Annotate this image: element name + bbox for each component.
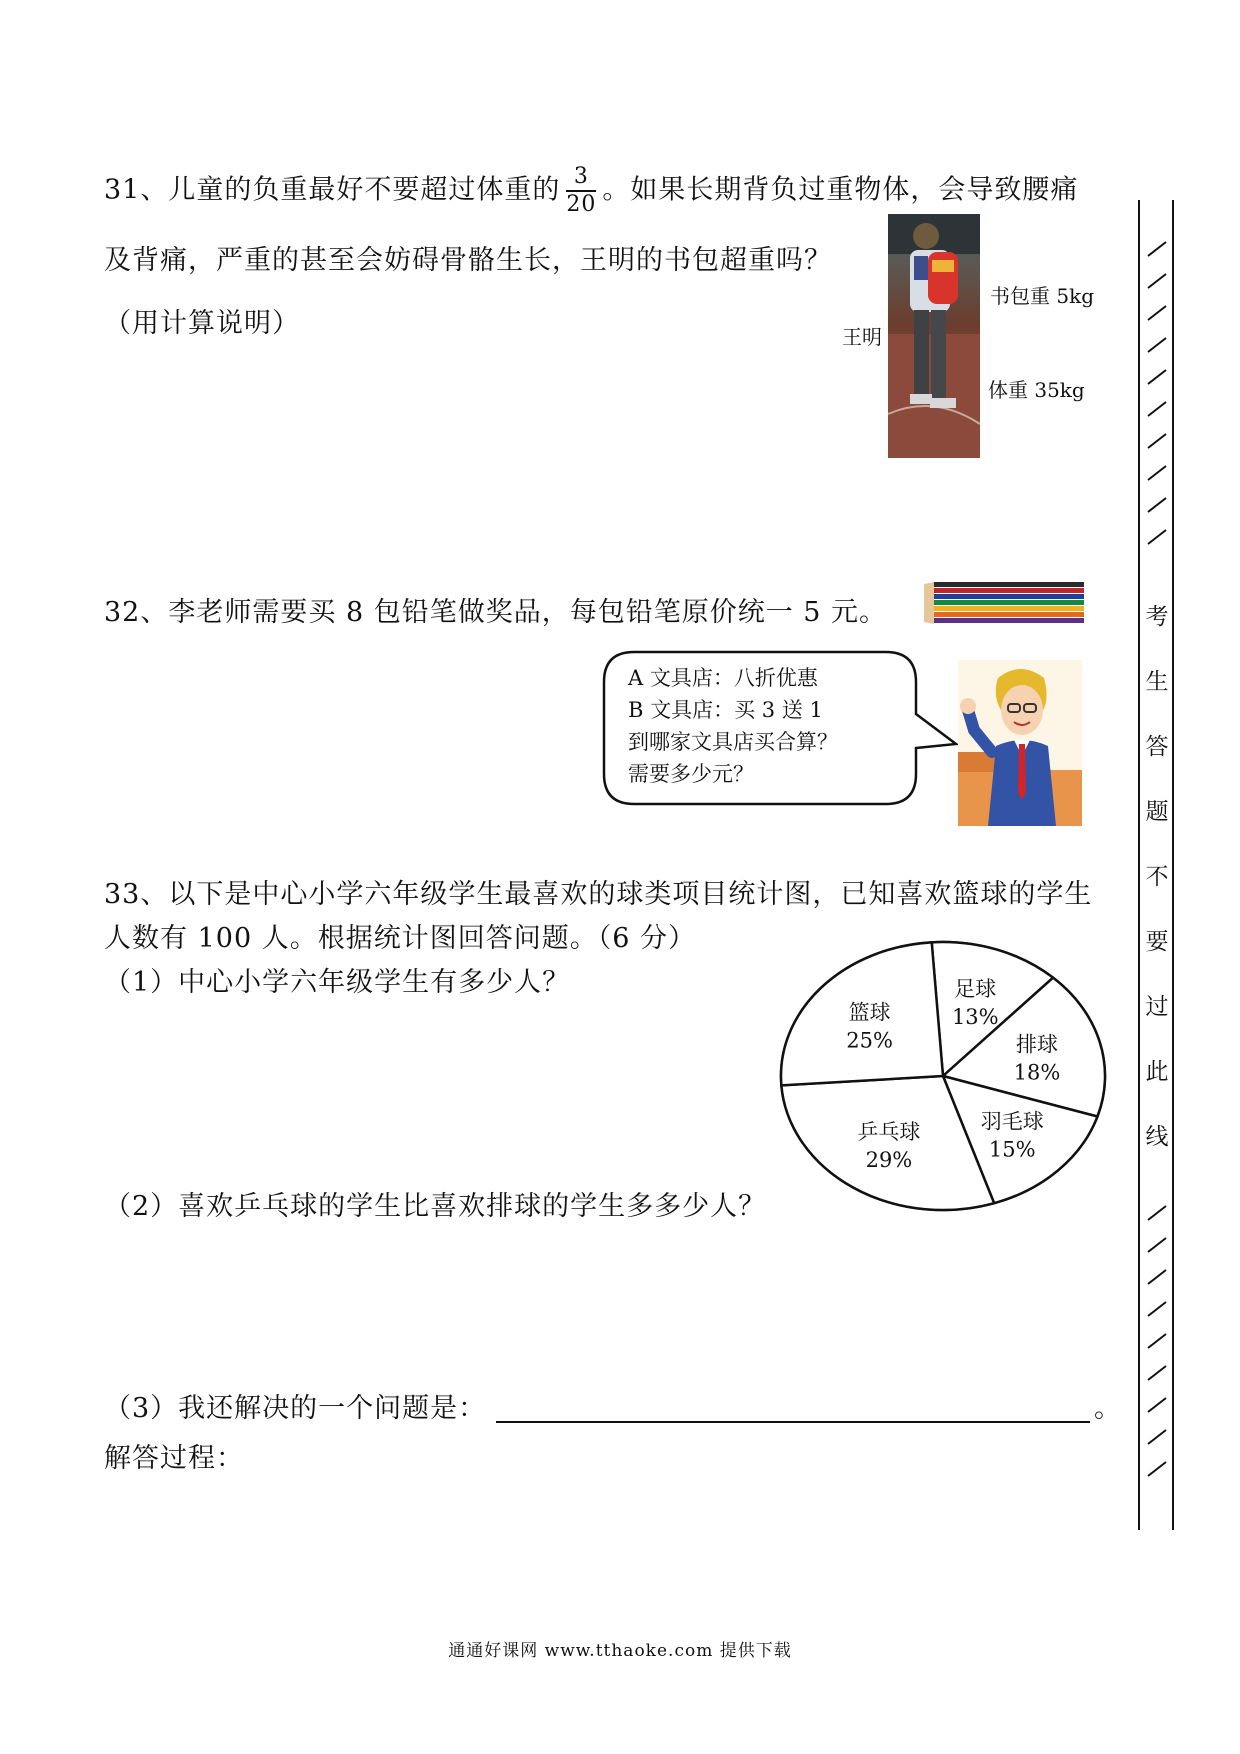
pie-value-4: 25% [846, 1028, 893, 1053]
margin-rule-right [1172, 200, 1174, 1530]
pie-value-3: 29% [865, 1147, 913, 1172]
answer-blank-line[interactable] [496, 1421, 1090, 1423]
margin-char-8: 此 [1145, 1059, 1169, 1085]
pie-chart [776, 938, 1110, 1218]
bubble-line-2: B 文具店：买 3 送 1 [628, 698, 823, 722]
boy-with-backpack-photo [888, 214, 980, 458]
margin-char-3: 答 [1145, 734, 1169, 760]
pie-chart-svg [776, 938, 1110, 1218]
label-wang-ming: 王明 [842, 325, 882, 349]
q33-line1: 33、以下是中心小学六年级学生最喜欢的球类项目统计图，已知喜欢篮球的学生 [104, 879, 1093, 910]
margin-char-5: 不 [1145, 864, 1169, 890]
margin-rule-left [1138, 200, 1140, 1530]
boy-figure-icon [888, 214, 980, 458]
q33-sub3: （3）我还解决的一个问题是： [104, 1393, 487, 1424]
q33-line2: 人数有 100 人。根据统计图回答问题。（6 分） [104, 923, 696, 954]
q33-sub1: （1）中心小学六年级学生有多少人？ [104, 967, 571, 998]
bubble-line-3: 到哪家文具店买合算？ [628, 730, 838, 754]
bubble-line-1: A 文具店：八折优惠 [628, 666, 818, 690]
pie-label-0: 足球 [954, 977, 997, 1002]
q33-sub2: （2）喜欢乒乓球的学生比喜欢排球的学生多多少人？ [104, 1191, 767, 1222]
q33-sub3-end: 。 [1094, 1393, 1122, 1424]
q31-line2: 及背痛，严重的甚至会妨碍骨骼生长，王明的书包超重吗？ [104, 245, 832, 276]
q31-line3: （用计算说明） [104, 308, 300, 339]
q31-line1 [104, 166, 1078, 216]
margin-char-9: 线 [1145, 1124, 1169, 1150]
q32-text: 32、李老师需要买 8 包铅笔做奖品，每包铅笔原价统一 5 元。 [104, 597, 888, 628]
teacher-icon [958, 660, 1082, 826]
slash-marks-bottom-icon [1142, 1200, 1172, 1490]
teacher-illustration [958, 660, 1082, 826]
pie-value-2: 15% [988, 1137, 1036, 1162]
pie-label-3: 乒乓球 [857, 1119, 921, 1144]
fraction-denominator: 20 [566, 192, 597, 217]
label-bag-weight: 书包重 5kg [990, 284, 1095, 308]
colored-pencils-icon [924, 580, 1088, 626]
margin-char-4: 题 [1145, 799, 1169, 825]
pie-label-2: 羽毛球 [980, 1109, 1044, 1134]
slash-marks-top-icon [1142, 236, 1172, 556]
margin-char-7: 过 [1145, 994, 1169, 1020]
fraction-numerator: 3 [566, 166, 596, 192]
margin-char-2: 生 [1145, 669, 1169, 695]
footer-text: 通通好课网 www.tthaoke.com 提供下载 [448, 1641, 792, 1661]
pie-value-1: 18% [1013, 1060, 1061, 1085]
margin-slashes-top [1142, 236, 1172, 556]
fraction [566, 166, 596, 216]
pencils-image [924, 580, 1088, 626]
margin-char-1: 考 [1145, 604, 1169, 630]
q31-text-before: 31、儿童的负重最好不要超过体重的 [104, 174, 561, 206]
answer-process-label: 解答过程： [104, 1443, 244, 1474]
q31-text-after: 。如果长期背负过重物体，会导致腰痛 [602, 174, 1079, 206]
pie-label-4: 篮球 [848, 1000, 891, 1025]
pie-value-0: 13% [951, 1005, 999, 1030]
label-body-weight: 体重 35kg [988, 378, 1085, 402]
margin-slashes-bottom [1142, 1200, 1172, 1490]
margin-char-6: 要 [1145, 929, 1169, 955]
pie-label-1: 排球 [1015, 1032, 1058, 1057]
bubble-line-4: 需要多少元？ [628, 762, 754, 786]
speech-bubble [600, 648, 960, 808]
